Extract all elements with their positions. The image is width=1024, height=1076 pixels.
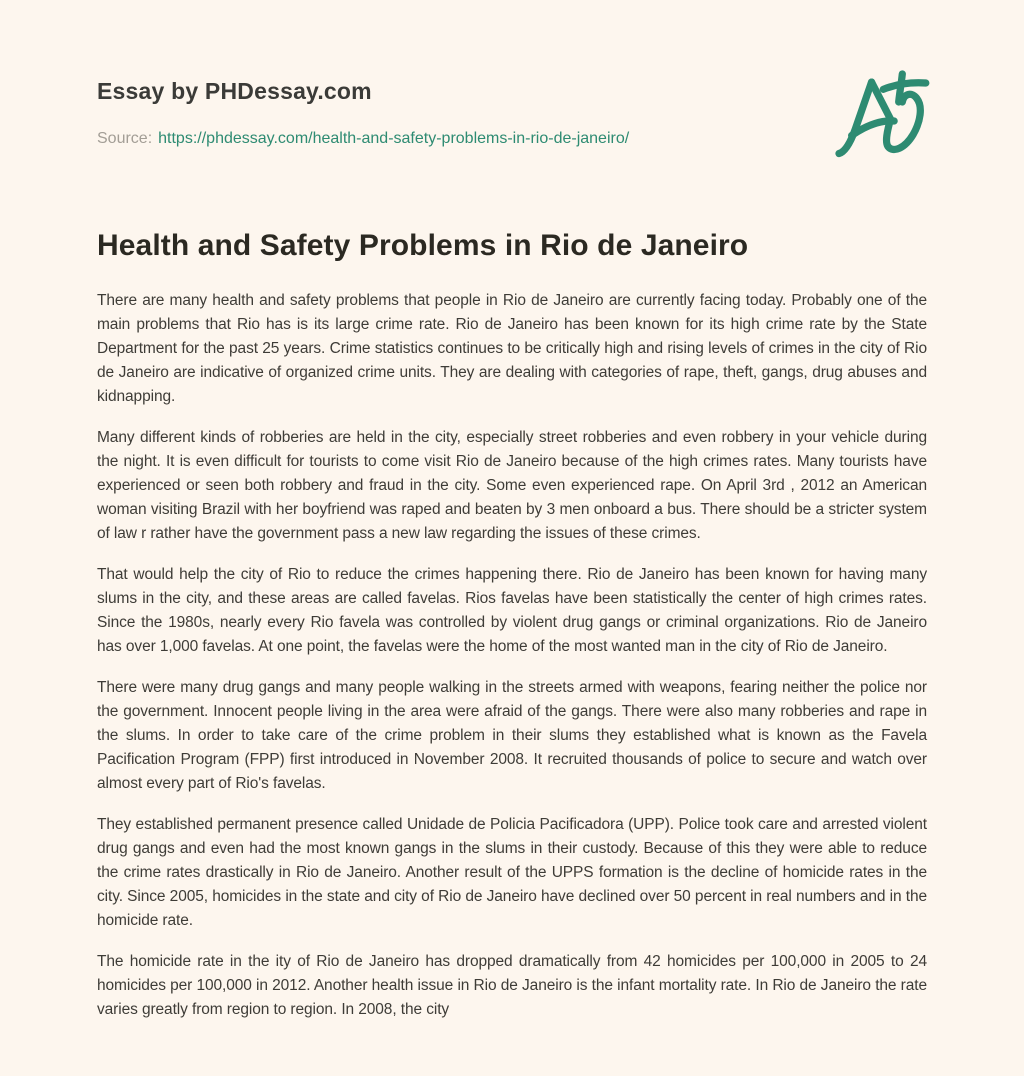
essay-body	[97, 289, 927, 1022]
source-row	[97, 129, 927, 149]
essay-paragraph: Many different kinds of robberies are held in the city, especially street robberies and even robbery in your vehicle during the night. It is even difficult for tourists to come visit Rio de Janeiro because of the high crimes rates. Many tourists have experienced or seen both robbery and fraud in the city. Some even experienced rape. On April 3rd , 2012 an American woman visiting Brazil with her boyfriend was raped and beaten by 3 men onboard a bus. There should be a stricter system of law r rather have the government pass a new law regarding the issues of these crimes.	[97, 429, 927, 542]
source-label: Source:	[97, 130, 153, 147]
source-url-link[interactable]: https://phdessay.com/health-and-safety-problems-in-rio-de-janeiro/	[158, 130, 630, 147]
page-title: Essay by PHDessay.com	[97, 78, 372, 104]
essay-paragraph: There were many drug gangs and many people walking in the streets armed with weapons, fearing neither the police nor the government. Innocent people living in the area were afraid of the gangs. There were also many robberies and rape in the slums. In order to take care of the crime problem in their slums they established what is known as the Favela Pacification Program (FPP) first introduced in November 2008. It recruited thousands of police to secure and watch over almost every part of Rio's favelas.	[97, 679, 927, 792]
phdessay-a-plus-logo-icon	[828, 64, 954, 168]
essay-paragraph: There are many health and safety problems that people in Rio de Janeiro are currently facing today. Probably one of the main problems that Rio has is its large crime rate. Rio de Janeiro has been known for its high crime rate by the State Department for the past 25 years. Crime statistics continues to be critically high and rising levels of crimes in the city of Rio de Janeiro are indicative of organized crime units. They are dealing with categories of rape, theft, gangs, drug abuses and kidnapping.	[97, 292, 927, 405]
essay-paragraph: The homicide rate in the ity of Rio de Janeiro has dropped dramatically from 42 homicides per 100,000 in 2005 to 24 homicides per 100,000 in 2012. Another health issue in Rio de Janeiro is the infant mortality rate. In Rio de Janeiro the rate varies greatly from region to region. In 2008, the city	[97, 953, 927, 1018]
essay-title: Health and Safety Problems in Rio de Janeiro	[97, 229, 749, 262]
essay-paragraph: That would help the city of Rio to reduce the crimes happening there. Rio de Janeiro has been known for having many slums in the city, and these areas are called favelas. Rios favelas have been statistically the center of high crimes rates. Since the 1980s, nearly every Rio favela was controlled by violent drug gangs or criminal organizations. Rio de Janeiro has over 1,000 favelas. At one point, the favelas were the home of the most wanted man in the city of Rio de Janeiro.	[97, 566, 927, 655]
essay-paragraph: They established permanent presence called Unidade de Policia Pacificadora (UPP). Police took care and arrested violent drug gangs and even had the most known gangs in the slums in their custody. Because of this they were able to reduce the crime rates drastically in Rio de Janeiro. Another result of the UPPS formation is the decline of homicide rates in the city. Since 2005, homicides in the state and city of Rio de Janeiro have declined over 50 percent in real numbers and in the homicide rate.	[97, 816, 927, 929]
